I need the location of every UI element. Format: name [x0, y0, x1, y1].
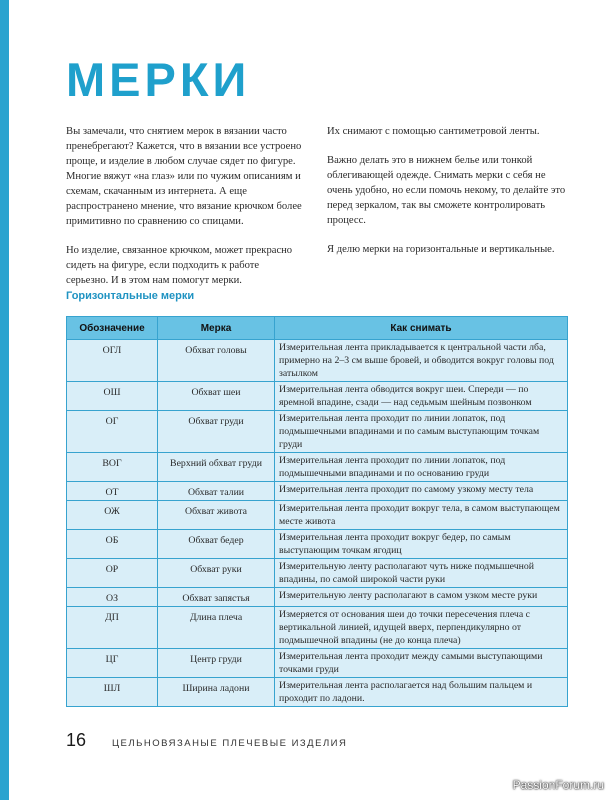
table-row	[67, 530, 568, 559]
cell-measure: Центр груди	[158, 649, 275, 678]
table-row	[67, 678, 568, 707]
intro-paragraph: Важно делать это в нижнем белье или тонкой облегивающей одежде. Снимать мерки с себя не очень удобно, но если помочь некому, то делайте это перед зеркалом, так вы сможете контролировать процесс.	[327, 155, 566, 226]
cell-how: Измерительная лента проходит по линии лопаток, под подмышечными впадинами и по основанию груди	[275, 453, 568, 482]
site-watermark: PassionForum.ru	[512, 778, 604, 792]
table-header-row	[67, 317, 568, 340]
cell-code: ОБ	[67, 530, 158, 559]
cell-code: ДП	[67, 607, 158, 649]
table-row	[67, 607, 568, 649]
table-row	[67, 340, 568, 382]
header-code: Обозначение	[67, 317, 158, 340]
cell-code: ОГ	[67, 411, 158, 453]
measurements-table	[66, 316, 568, 707]
cell-how: Измерительная лента проходит вокруг бедер, по самым выступающим точкам ягодиц	[275, 530, 568, 559]
cell-code: ЦГ	[67, 649, 158, 678]
intro-right-column	[327, 124, 567, 271]
cell-measure: Обхват бедер	[158, 530, 275, 559]
cell-code: ВОГ	[67, 453, 158, 482]
cell-how: Измерительная лента проходит вокруг тела, в самом выступающем месте живота	[275, 501, 568, 530]
cell-how: Измерительную ленту располагают в самом узком месте руки	[275, 588, 568, 607]
cell-measure: Обхват живота	[158, 501, 275, 530]
intro-paragraph: Я делю мерки на горизонтальные и вертикальные.	[327, 244, 555, 255]
cell-how: Измерительная лента прикладывается к центральной части лба, примерно на 2–3 см выше бровей, и обводится вокруг головы под затылком	[275, 340, 568, 382]
cell-measure: Длина плеча	[158, 607, 275, 649]
cell-measure: Обхват шеи	[158, 382, 275, 411]
cell-code: ОЗ	[67, 588, 158, 607]
table-row	[67, 411, 568, 453]
table-row	[67, 559, 568, 588]
cell-how: Измерительная лента проходит по линии лопаток, под подмышечными впадинами и по самым выступающим точкам груди	[275, 411, 568, 453]
header-how: Как снимать	[275, 317, 568, 340]
table-row	[67, 588, 568, 607]
table-row	[67, 453, 568, 482]
cell-measure: Обхват талии	[158, 482, 275, 501]
cell-how: Измерительная лента проходит по самому узкому месту тела	[275, 482, 568, 501]
cell-how: Измерительную ленту располагают чуть ниже подмышечной впадины, по самой широкой части руки	[275, 559, 568, 588]
table-row	[67, 649, 568, 678]
cell-how: Измеряется от основания шеи до точки пересечения плеча с вертикальной линией, идущей вверх, перпендикулярно от подмышечной впадины (не до конца плеча)	[275, 607, 568, 649]
cell-measure: Обхват руки	[158, 559, 275, 588]
intro-paragraph: Их снимают с помощью сантиметровой ленты.	[327, 126, 540, 137]
cell-how: Измерительная лента располагается над большим пальцем и проходит по ладони.	[275, 678, 568, 707]
cell-code: ОЖ	[67, 501, 158, 530]
cell-code: ОГЛ	[67, 340, 158, 382]
cell-measure: Обхват запястья	[158, 588, 275, 607]
cell-code: ОШ	[67, 382, 158, 411]
accent-sidebar	[0, 0, 9, 800]
header-measure: Мерка	[158, 317, 275, 340]
table-row	[67, 482, 568, 501]
intro-paragraph: Но изделие, связанное крючком, может прекрасно сидеть на фигуре, если подходить к работе серьезно. И в этом нам помогут мерки.	[66, 245, 293, 286]
cell-how: Измерительная лента обводится вокруг шеи. Спереди — по яремной впадине, сзади — над седьмым шейным позвонком	[275, 382, 568, 411]
page-footer	[66, 730, 347, 751]
cell-code: ШЛ	[67, 678, 158, 707]
section-heading: Горизонтальные мерки	[66, 290, 195, 302]
page-number: 16	[66, 730, 87, 750]
intro-left-column	[66, 124, 304, 302]
running-title: ЦЕЛЬНОВЯЗАНЫЕ ПЛЕЧЕВЫЕ ИЗДЕЛИЯ	[112, 738, 348, 749]
cell-code: ОТ	[67, 482, 158, 501]
cell-how: Измерительная лента проходит между самыми выступающими точками груди	[275, 649, 568, 678]
cell-measure: Верхний обхват груди	[158, 453, 275, 482]
cell-code: ОР	[67, 559, 158, 588]
table-row	[67, 382, 568, 411]
page-title: МЕРКИ	[66, 53, 251, 106]
table-row	[67, 501, 568, 530]
cell-measure: Обхват груди	[158, 411, 275, 453]
intro-paragraph: Вы замечали, что снятием мерок в вязании часто пренебрегают? Кажется, что в вязании все устроено проще, и изделие в любом случае сядет по фигуре. Многие вяжут «на глаз» или по чужим описаниям и схемам, скачанным из интернета. А еще распространено мнение, что вязание крючком более примитивно по сравнению со спицами.	[66, 126, 302, 227]
cell-measure: Ширина ладони	[158, 678, 275, 707]
cell-measure: Обхват головы	[158, 340, 275, 382]
